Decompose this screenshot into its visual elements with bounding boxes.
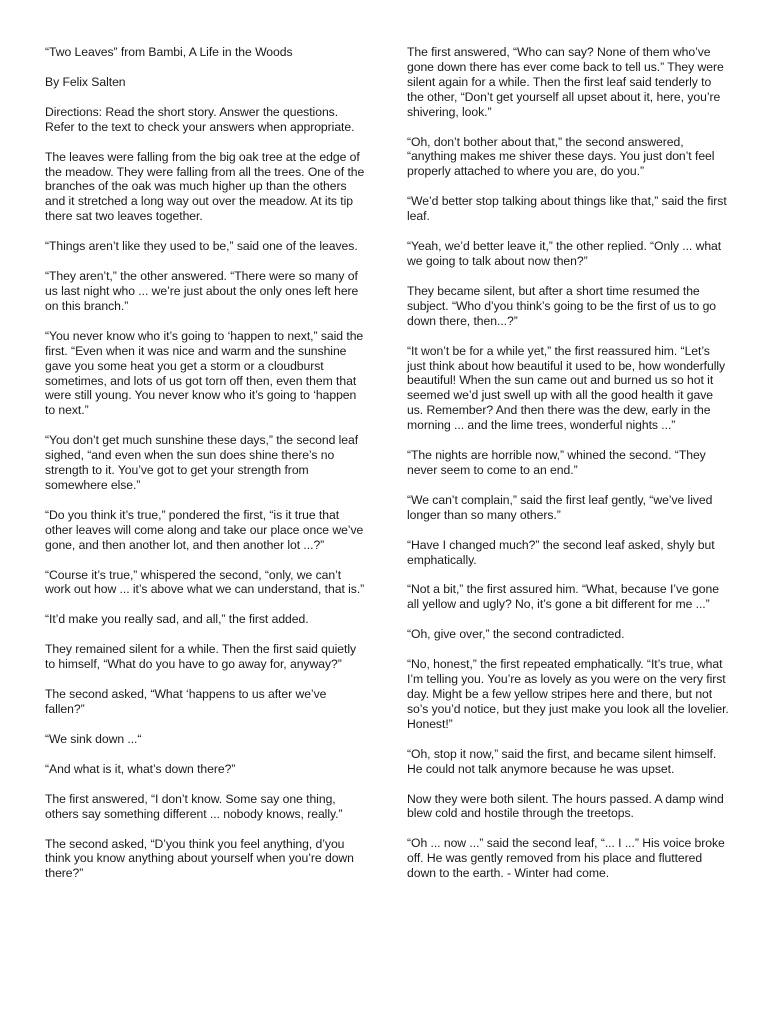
paragraph: “We’d better stop talking about things like that,” said the first leaf.	[407, 194, 727, 224]
paragraph: “Oh, stop it now,” said the first, and became silent himself. He could not talk anymore because he was upset.	[407, 746, 717, 776]
paragraph: “And what is it, what’s down there?”	[45, 761, 236, 776]
paragraph: “Oh, don’t bother about that,” the second answered, “anything makes me shiver these days. You just don’t feel properly attached to where you are, do you.”	[407, 134, 715, 179]
paragraph: “Things aren’t like they used to be,” said one of the leaves.	[45, 239, 358, 254]
paragraph: The first answered, “I don’t know. Some say one thing, others say something different ... nobody knows, really.”	[45, 791, 343, 821]
right-column	[407, 45, 730, 896]
paragraph: “It won’t be for a while yet,” the first reassured him. “Let’s just think about how beautiful it used to be, how wonderfully beautiful! When the sun came out and burned us so hot it seemed we’d just swell up with all the good health it gave us. Remember? And then there was the dew, early in the morning ... and the lime trees, wonderful nights ...”	[407, 343, 726, 433]
paragraph: “Do you think it’s true,” pondered the first, “is it true that other leaves will come along and take our place once we’ve gone, and then another lot, and then another lot ...?”	[45, 507, 364, 552]
paragraph: “No, honest,” the first repeated emphatically. “It’s true, what I’m telling you. You’re as lovely as you were on the very first day. Might be a few yellow stripes here and there, but not so’s you’d notice, but they just make you look all the lovelier. Honest!”	[407, 657, 729, 731]
paragraph: Now they were both silent. The hours passed. A damp wind blew cold and hostile through the treetops.	[407, 791, 724, 821]
paragraph: “Oh, give over,” the second contradicted.	[407, 627, 625, 642]
paragraph: They remained silent for a while. Then the first said quietly to himself, “What do you have to go away for, anyway?”	[45, 642, 357, 672]
story-author: By Felix Salten	[45, 74, 126, 89]
paragraph: “It’d make you really sad, and all,” the first added.	[45, 612, 309, 627]
paragraph: “We sink down ...“	[45, 731, 142, 746]
paragraph: “You don’t get much sunshine these days,” the second leaf sighed, “and even when the sun does shine there’s no strength to it. You’ve got to get your strength from somewhere else.”	[45, 433, 359, 492]
paragraph: “Have I changed much?” the second leaf asked, shyly but emphatically.	[407, 537, 715, 567]
paragraph: “Not a bit,” the first assured him. “What, because I’ve gone all yellow and ugly? No, it’s gone a bit different for me ...”	[407, 582, 719, 612]
paragraph: “You never know who it’s going to ‘happen to next,” said the first. “Even when it was nice and warm and the sunshine gave you some heat you get a storm or a cloudburst sometimes, and lots of us got torn off then, even them that were still young. You never know who it’s going to ‘happen to next.”	[45, 328, 364, 418]
paragraph: “Course it’s true,” whispered the second, “only, we can’t work out how ... it’s above what we can understand, that is.”	[45, 567, 365, 597]
paragraph: The second asked, “D’you think you feel anything, d’you think you know anything about yourself when you’re down there?”	[45, 836, 354, 881]
paragraph: The second asked, “What ‘happens to us after we’ve fallen?”	[45, 687, 327, 716]
paragraph: The first answered, “Who can say? None of them who’ve gone down there has ever come back to tell us.” They were silent again for a while. Then the first leaf said tenderly to the other, “Don’t get yourself all upset about it, here, you’re shivering, look.”	[407, 45, 724, 119]
story-title: “Two Leaves” from Bambi, A Life in the Woods	[45, 45, 293, 59]
story-directions: Directions: Read the short story. Answer the questions. Refer to the text to check your answers when appropriate.	[45, 104, 355, 134]
left-column	[45, 45, 368, 896]
paragraph: “They aren’t,” the other answered. “There were so many of us last night who ... we’re just about the only ones left here on this branch.”	[45, 269, 359, 313]
paragraph: “The nights are horrible now,” whined the second. “They never seem to come to an end.”	[407, 448, 706, 477]
paragraph: “Oh ... now ...” said the second leaf, “... I ...” His voice broke off. He was gently removed from his place and fluttered down to the earth. - Winter had come.	[407, 836, 725, 881]
paragraph: The leaves were falling from the big oak tree at the edge of the meadow. They were falling from all the trees. One of the branches of the oak was much higher up than the others and it stretched a long way out over the meadow. At its tip there sat two leaves together.	[45, 149, 365, 224]
paragraph: “Yeah, we’d better leave it,” the other replied. “Only ... what we going to talk about now then?”	[407, 239, 722, 268]
paragraph: They became silent, but after a short time resumed the subject. “Who d’you think’s going to be the first of us to go down there, then...?”	[407, 283, 717, 328]
paragraph: “We can’t complain,” said the first leaf gently, “we’ve lived longer than so many others.”	[407, 492, 713, 522]
